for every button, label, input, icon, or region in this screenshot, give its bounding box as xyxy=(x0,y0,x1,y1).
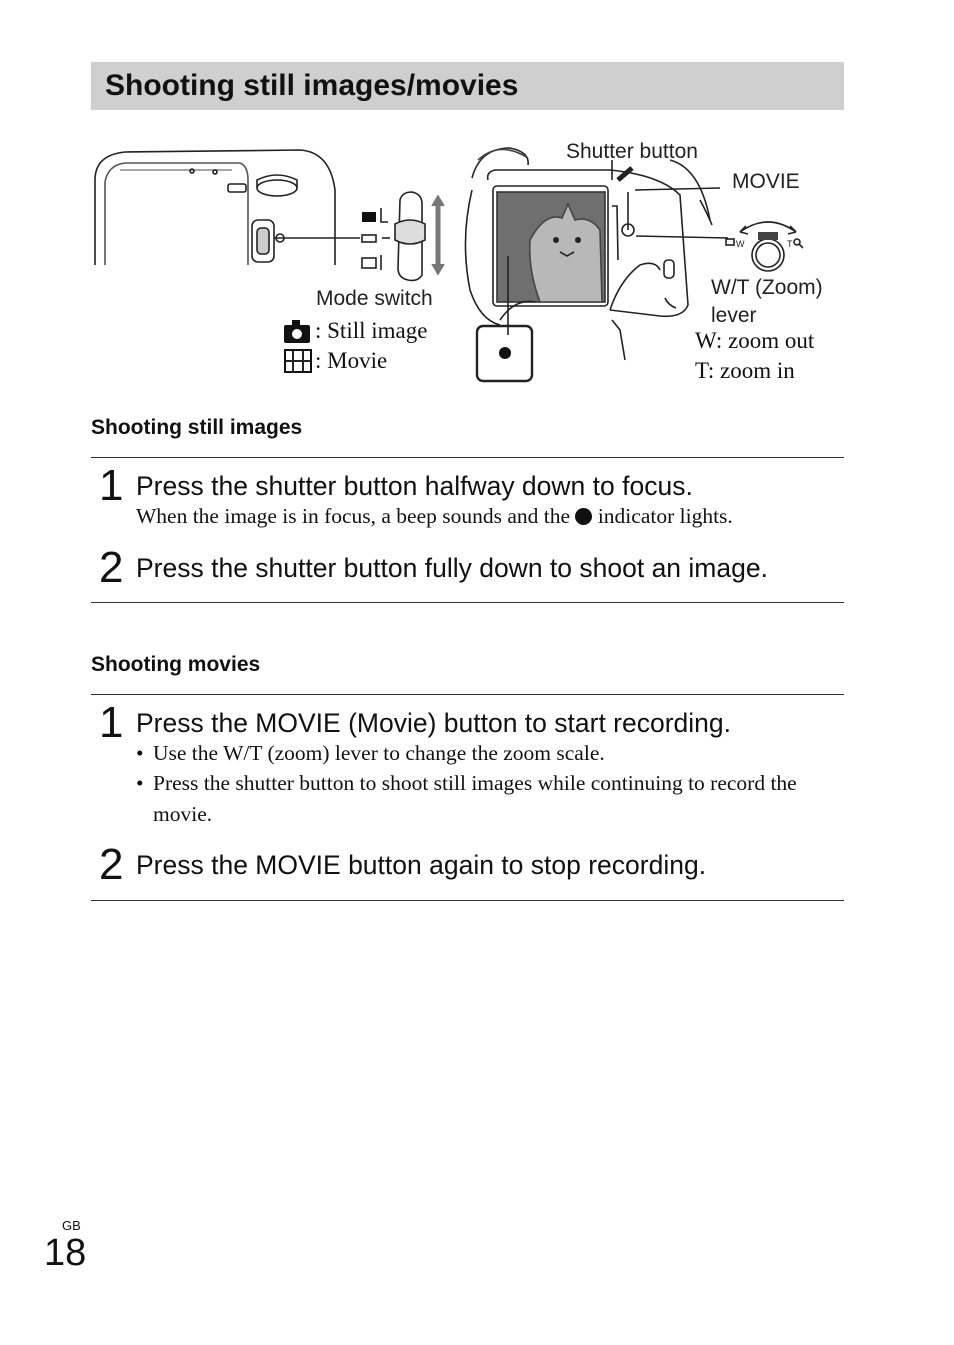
section-title-bar xyxy=(91,62,844,110)
zoom-lever-label-2: lever xyxy=(711,304,757,327)
step-title: Press the MOVIE (Movie) button to start recording. xyxy=(136,708,732,738)
bullet-dot: • xyxy=(136,741,144,765)
lever-t-label: T xyxy=(787,239,793,249)
still-images-heading: Shooting still images xyxy=(91,416,303,439)
bullet-item: • Use the W/T (zoom) lever to change the zoom scale. xyxy=(136,738,841,769)
zoom-in-legend: T: zoom in xyxy=(695,358,795,383)
bullet-dot: • xyxy=(136,771,144,795)
divider xyxy=(91,900,844,901)
page-title: Shooting still images/movies xyxy=(105,69,519,102)
record-dot-icon xyxy=(575,508,592,525)
lever-w-label: W xyxy=(736,239,745,249)
step-number: 1 xyxy=(99,698,124,747)
step-description: When the image is in focus, a beep sounds and the indicator lights. xyxy=(136,504,733,528)
movie-label: MOVIE xyxy=(732,170,800,193)
step-number: 1 xyxy=(99,461,124,510)
bullet-item: • Press the shutter button to shoot still images while continuing to record the movie. xyxy=(136,768,841,830)
step-title: Press the shutter button halfway down to focus. xyxy=(136,471,693,501)
movies-heading: Shooting movies xyxy=(91,653,261,676)
step-number: 2 xyxy=(99,840,124,889)
divider xyxy=(91,694,844,695)
zoom-out-legend: W: zoom out xyxy=(695,328,815,353)
step-number: 2 xyxy=(99,543,124,592)
zoom-lever-label-1: W/T (Zoom) xyxy=(711,276,823,299)
divider xyxy=(91,602,844,603)
shutter-button-label: Shutter button xyxy=(566,140,698,163)
still-image-legend: : Still image xyxy=(315,318,428,343)
region-code: GB xyxy=(62,1218,81,1233)
step-title: Press the MOVIE button again to stop recording. xyxy=(136,850,707,880)
camera-illustration xyxy=(0,120,954,420)
divider xyxy=(91,457,844,458)
page-number: 18 xyxy=(44,1232,87,1274)
movie-legend: : Movie xyxy=(315,348,388,373)
mode-switch-label: Mode switch xyxy=(316,287,433,310)
step-title: Press the shutter button fully down to shoot an image. xyxy=(136,553,768,583)
